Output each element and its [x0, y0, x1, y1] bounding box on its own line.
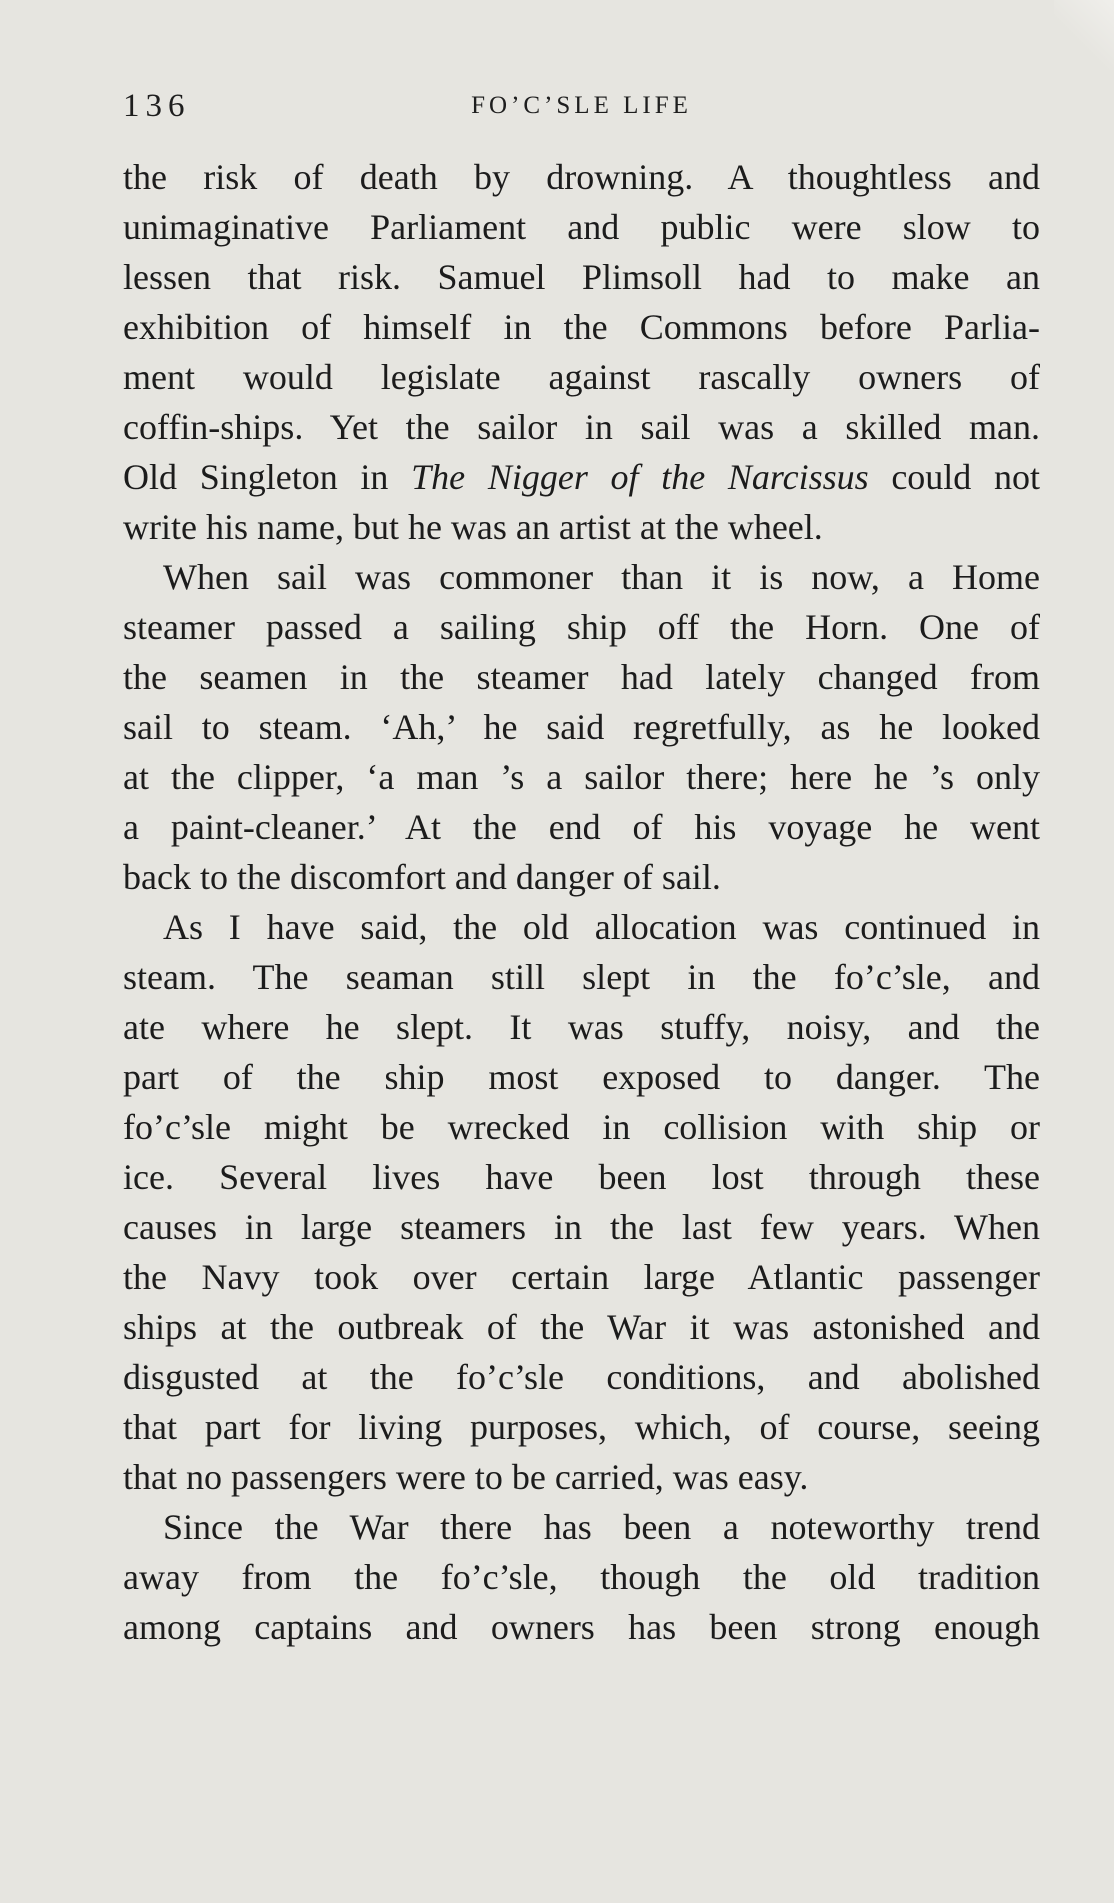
paragraph-first-line: As I have said, the old allocation was continued in	[163, 907, 1040, 947]
text-line: steam. The seaman still slept in the fo’c’sle, and	[123, 957, 1040, 997]
text-line: fo’c’sle might be wrecked in collision with ship or	[123, 1107, 1040, 1147]
running-title: FO’C’SLE LIFE	[471, 92, 692, 119]
running-head	[123, 88, 1040, 138]
text-line: the seamen in the steamer had lately changed from	[123, 657, 1040, 697]
text-line: at the clipper, ‘a man ’s a sailor there; here he ’s only	[123, 757, 1040, 797]
text-line: coffin-ships. Yet the sailor in sail was a skilled man.	[123, 407, 1040, 447]
text-line: lessen that risk. Samuel Plimsoll had to make an	[123, 257, 1040, 297]
text-line: ment would legislate against rascally owners of	[123, 357, 1040, 397]
text-line: part of the ship most exposed to danger. The	[123, 1057, 1040, 1097]
text-line: the risk of death by drowning. A thoughtless and	[123, 157, 1040, 197]
text-line: causes in large steamers in the last few years. When	[123, 1207, 1040, 1247]
text-line: away from the fo’c’sle, though the old tradition	[123, 1557, 1040, 1597]
text-line: the Navy took over certain large Atlantic passenger	[123, 1257, 1040, 1297]
text-line: a paint-cleaner.’ At the end of his voyage he went	[123, 807, 1040, 847]
book-title: The Nigger of the Narcissus	[411, 457, 869, 497]
text-line: ice. Several lives have been lost through these	[123, 1157, 1040, 1197]
text-segment: Old Singleton in	[123, 457, 412, 497]
text-line	[123, 452, 1040, 502]
paragraph-first-line: Since the War there has been a noteworthy trend	[163, 1507, 1040, 1547]
text-line: among captains and owners has been strong enough	[123, 1607, 1040, 1647]
paragraph-last-line: that no passengers were to be carried, was easy.	[123, 1457, 809, 1497]
body-text	[123, 152, 1040, 1652]
paragraph-first-line: When sail was commoner than it is now, a Home	[163, 557, 1040, 597]
text-segment: could not	[868, 457, 1040, 497]
text-line: ate where he slept. It was stuffy, noisy, and the	[123, 1007, 1040, 1047]
text-line: unimaginative Parliament and public were slow to	[123, 207, 1040, 247]
page-corner	[1054, 0, 1114, 70]
paragraph-last-line: write his name, but he was an artist at the wheel.	[123, 507, 823, 547]
text-line: that part for living purposes, which, of course, seeing	[123, 1407, 1040, 1447]
text-line: disgusted at the fo’c’sle conditions, and abolished	[123, 1357, 1040, 1397]
text-line: sail to steam. ‘Ah,’ he said regretfully, as he looked	[123, 707, 1040, 747]
page-number: 136	[123, 88, 191, 124]
text-line: exhibition of himself in the Commons before Parlia-	[123, 307, 1040, 347]
text-line: ships at the outbreak of the War it was astonished and	[123, 1307, 1040, 1347]
text-line: steamer passed a sailing ship off the Horn. One of	[123, 607, 1040, 647]
paragraph-last-line: back to the discomfort and danger of sail.	[123, 857, 721, 897]
